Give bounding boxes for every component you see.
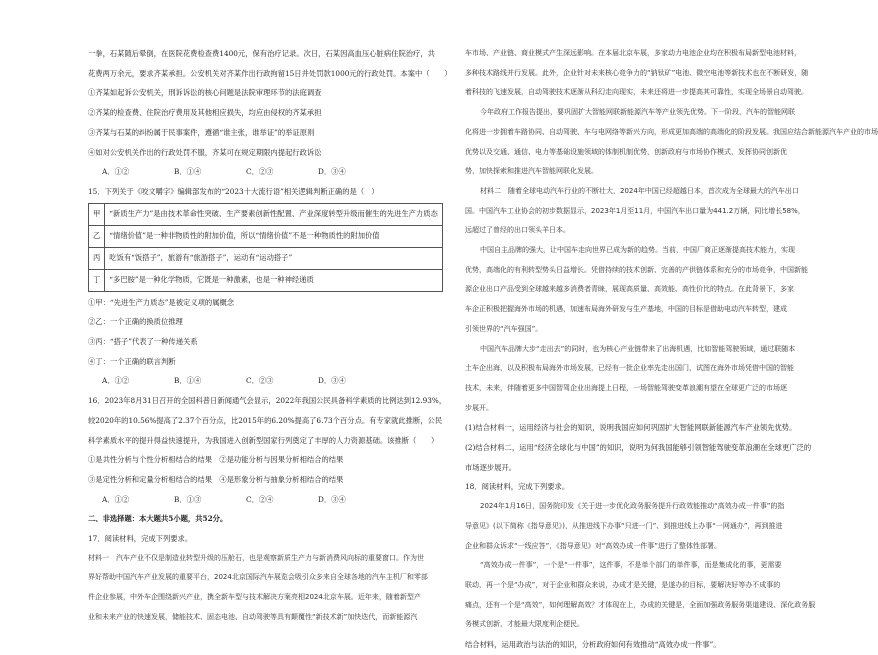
- choice-a[interactable]: A．①②: [102, 167, 130, 177]
- choice-c[interactable]: C．②③: [246, 167, 274, 177]
- q17-task: 市场逐步展开。: [465, 462, 517, 472]
- q14-stem-line: 一拳，石某随后晕倒，在医院花费检查费1400元，保有治疗记录。次日，石某因高血压心脏病住院治疗，共: [88, 49, 435, 58]
- table-cell-text: “情绪价值”是一种非物质性的附加价值，所以“情绪价值”不是一种物质性的附加价值: [105, 225, 443, 247]
- q15-option: ②乙：一个正确的换质位推理: [88, 317, 183, 327]
- right-column: [465, 44, 878, 655]
- q14-option: ④如对公安机关作出的行政处罚不服，齐某可在规定期限内提起行政诉讼: [88, 147, 322, 157]
- choice-a[interactable]: A．①②: [102, 376, 130, 386]
- q16-stem-line: 16．2023年8月31日召开的全国科普日新闻通气会显示，2022年我国公民具备科学素质的比例达到12.93%，: [88, 396, 447, 406]
- table-cell-text: “多巴胺”是一种化学物质，它既是一种激素，也是一种神经递质: [105, 269, 443, 291]
- material-1-continued: 着科技的飞速发展，自动驾驶技术逐渐从科幻走向现实，未来还将进一步提高其可靠性，实现全场景自动驾驶。: [465, 88, 808, 97]
- q16-choices: [88, 490, 450, 510]
- q18-material-line: 痛点，还有一个是“高效”，如何理解高效？才体现在上，办成的关键是，全面加强政务服务渠道建设、深化政务服: [465, 600, 816, 609]
- q18-heading: 18．阅读材料，完成下列要求。: [465, 482, 570, 492]
- choice-d[interactable]: D．③④: [318, 376, 346, 386]
- table-cell-key: 乙: [89, 225, 105, 247]
- material-1-continued: 多种技术路线并行发展。此外，企业针对未来核心竞争力的“钠钛矿”电池、微空电池等新技术也在不断研发，随: [465, 68, 809, 77]
- paragraph-line: 车企正积极把握海外市场的机遇，加速布局海外研发与生产基地，中国的目标是借助电动汽车转型，建成: [465, 305, 787, 314]
- q15-option: ④丁：一个正确的联言判断: [88, 356, 176, 366]
- paragraph-line: 技术，未来，伴随着更多中国智驾企业出海提上日程，一场智能驾驶变革浪潮有望在全球更广泛的市场逐: [465, 383, 787, 392]
- q18-material-line: 企业和群众诉求“一线应答”，《指导意见》对“高效办成一件事”进行了整体性部署。: [465, 541, 722, 550]
- table-row: [89, 203, 443, 225]
- material-1-continued: 车市场、产业链、商业模式产生深远影响。在本届北京车展，多家动力电池企业均在积极布局新型电池材料，: [465, 49, 801, 57]
- paragraph-line: 土车企出海，以及积极布局海外市场发展，已经有一批企业率先走出国门，试图在海外市场凭借中国的智能: [465, 364, 794, 373]
- q14-option: ①齐某如起诉公安机关，刑诉诉讼的核心问题是法院审理环节的法庭调查: [88, 88, 322, 98]
- choice-b[interactable]: B．①④: [174, 376, 202, 386]
- q17-material-1-line: 材料一 汽车产业不仅是制造业转型升级的压舱石，也是观察新质生产力与新消费风向标的重要窗口。作为世: [88, 553, 424, 562]
- paragraph-line: 中国自主品牌的强大，让中国车走向世界已成为新的趋势。当前，中国厂商正逐渐提高技术能力，实现: [480, 246, 795, 255]
- q15-option: ①甲：“先进生产力质态”是被定义项的属概念: [88, 297, 235, 307]
- table-row: [89, 247, 443, 269]
- q18-material-line: 联动，再一个是“办成”，对于企业和群众来说，办成才是关键，是遂办的目标，要解决好等办不成事的: [465, 580, 781, 589]
- table-row: [89, 225, 443, 247]
- table-cell-key: 丁: [89, 269, 105, 291]
- q17-task: (1)结合材料一，运用经济与社会的知识，说明我国应如何巩固扩大智能网联新能源汽车产业领先优势。: [465, 423, 797, 433]
- paragraph-line: 优势以及交通、通信、电力等基础设施领域的体制机制优势，创新政府与市场协作模式，发挥协同创新优: [465, 147, 787, 156]
- q15-option: ③丙：“搭子”代表了一种传递关系: [88, 337, 198, 347]
- q17-task: (2)结合材料二，运用“经济全球化与中国”的知识，说明为何我国能够引领智能驾驶变革浪潮在全球更广泛的: [465, 443, 812, 453]
- q18-task: 结合材料，运用政治与法治的知识，分析政府如何有效推动“高效办成一件事”。: [465, 640, 721, 650]
- q15-choices: [88, 371, 450, 391]
- q18-material-line: 导意见》(以下简称《指导意见》)，从推进线下办事“只进一门”、到推进线上办事“一网通办”，再到推进: [465, 521, 783, 530]
- table-cell-text: 吃饭有“饭搭子”，旅游有“旅游搭子”，运动有“运动搭子”: [105, 247, 443, 269]
- material-2-line: 国。中国汽车工业协会的初步数据显示，2023年1月至11月，中国汽车出口量为441.2万辆，同比增长58%，: [465, 206, 805, 215]
- q14-option: ③齐某与石某的纠纷属于民事案件，遵循“谁主张，谁举证”的举证原则: [88, 127, 315, 137]
- q18-material-line: 2024年1月16日，国务院印发《关于进一步优化政务服务提升行政效能推动“高效办成一件事”的指: [480, 502, 785, 511]
- q14-option: ②齐某的检查费、住院治疗费用及其他相应损失，均应由侵权的齐某承担: [88, 108, 322, 118]
- q14-choices: [88, 162, 450, 182]
- q15-table: [88, 203, 443, 292]
- paragraph-line: 步展开。: [465, 403, 493, 412]
- paragraph-line: 源企业出口产品受到全球越来越多消费者青睐，展现高质量、高效能、高性价比的特点。在此背景下，多家: [465, 285, 794, 294]
- table-cell-text: “新质生产力”是由技术革命性突破、生产要素创新性配置、产业深度转型升级而催生的先进生产力质态: [105, 203, 443, 225]
- paragraph-line: 今年政府工作报告提出，要巩固扩大智能网联新能源汽车等产业领先优势。下一阶段，汽车的智能网联: [480, 108, 795, 117]
- q17-material-1-line: 界好帮助中国汽车产业发展的重要平台，2024北京国际汽车展览会吸引众多来自全球各地的汽车主机厂和零部: [88, 573, 428, 582]
- q16-option: ①是共性分析与个性分析相结合的结果 ②是功能分析与因果分析相结合的结果: [88, 455, 344, 465]
- material-2-line: 远超过了曾经的出口领头羊日本。: [465, 226, 570, 235]
- material-2-line: 材料二 随着全球电动汽车行业的不断壮大，2024年中国已经超越日本，首次成为全球最大的汽车出口: [480, 186, 799, 195]
- q16-option: ③是定性分析和定量分析相结合的结果 ④是形象分析与抽象分析相结合的结果: [88, 474, 344, 484]
- paragraph-line: 中国汽车品牌大步“走出去”的同时，也为核心产业链带来了出海机遇，比如智能驾驶领域，通过联随本: [480, 344, 796, 353]
- choice-b[interactable]: B．①③: [174, 494, 202, 504]
- paragraph-line: 势，加快探索和推进汽车智能网联化发展。: [465, 167, 598, 176]
- paragraph-line: 优势，高端化的有利转型势头日益增长。凭借持续的技术创新、完善的产供链体系和充分的市场竞争，中国新能: [465, 265, 808, 274]
- paragraph-line: 化将进一步拥着车路协同、自动驾驶、车与电网络等新兴方向，形成更加高端的高端化的阶段发展。我国应结合新能源汽车产业的市场: [465, 127, 878, 136]
- q18-material-line: “高效办成一件事”，一个是“一件事”，这件事，不是单个部门的单件事，而是集成化的事，更需要: [480, 561, 782, 570]
- choice-a[interactable]: A．①②: [102, 494, 130, 504]
- section-title: 二、非选择题：本大题共5小题，共52分。: [88, 514, 228, 524]
- choice-d[interactable]: D．③④: [318, 167, 346, 177]
- table-cell-key: 甲: [89, 203, 105, 225]
- q17-material-1-line: 业和未来产业的快速发展，储能技术、固态电池、自动驾驶等具有颠覆性“新技术新”加快迭代，而新能源汽: [88, 612, 418, 621]
- q16-stem-line: 科学素质水平的提升得益快速提升，为我国进入创新型国家行列奠定了丰厚的人力资源基础。该推断（ ）: [88, 435, 439, 445]
- table-cell-key: 丙: [89, 247, 105, 269]
- left-column: [88, 44, 450, 628]
- q14-stem-line: 花费两万余元，要求齐某承担。公安机关对齐某作出行政拘留15日并处罚款1000元的行政处罚。本案中（ ）: [88, 68, 452, 78]
- choice-c[interactable]: C．②③: [246, 376, 274, 386]
- choice-c[interactable]: C．②④: [246, 494, 274, 504]
- table-row: [89, 269, 443, 291]
- choice-b[interactable]: B．①④: [174, 167, 202, 177]
- q18-material-line: 务模式创新，才能最大限度利企便民。: [465, 620, 584, 629]
- paragraph-line: 引领世界的“汽车强国”。: [465, 324, 543, 333]
- q15-stem: 15．下列关于《咬文嚼字》编辑部发布的“2023十大流行语”相关逻辑判断正确的是（ ）: [88, 186, 379, 196]
- q16-stem-line: 较2020年的10.56%提高了2.37个百分点，比2015年的6.20%提高了6.73个百分点。有专家就此推断，公民: [88, 415, 443, 425]
- choice-d[interactable]: D．③④: [318, 494, 346, 504]
- q17-heading: 17．阅读材料，完成下列要求。: [88, 534, 193, 544]
- q17-material-1-line: 件企业参展，中外车企围绕新兴产业，携全新车型与技术解决方案亮相2024北京车展。近年来，随着新型产: [88, 593, 421, 602]
